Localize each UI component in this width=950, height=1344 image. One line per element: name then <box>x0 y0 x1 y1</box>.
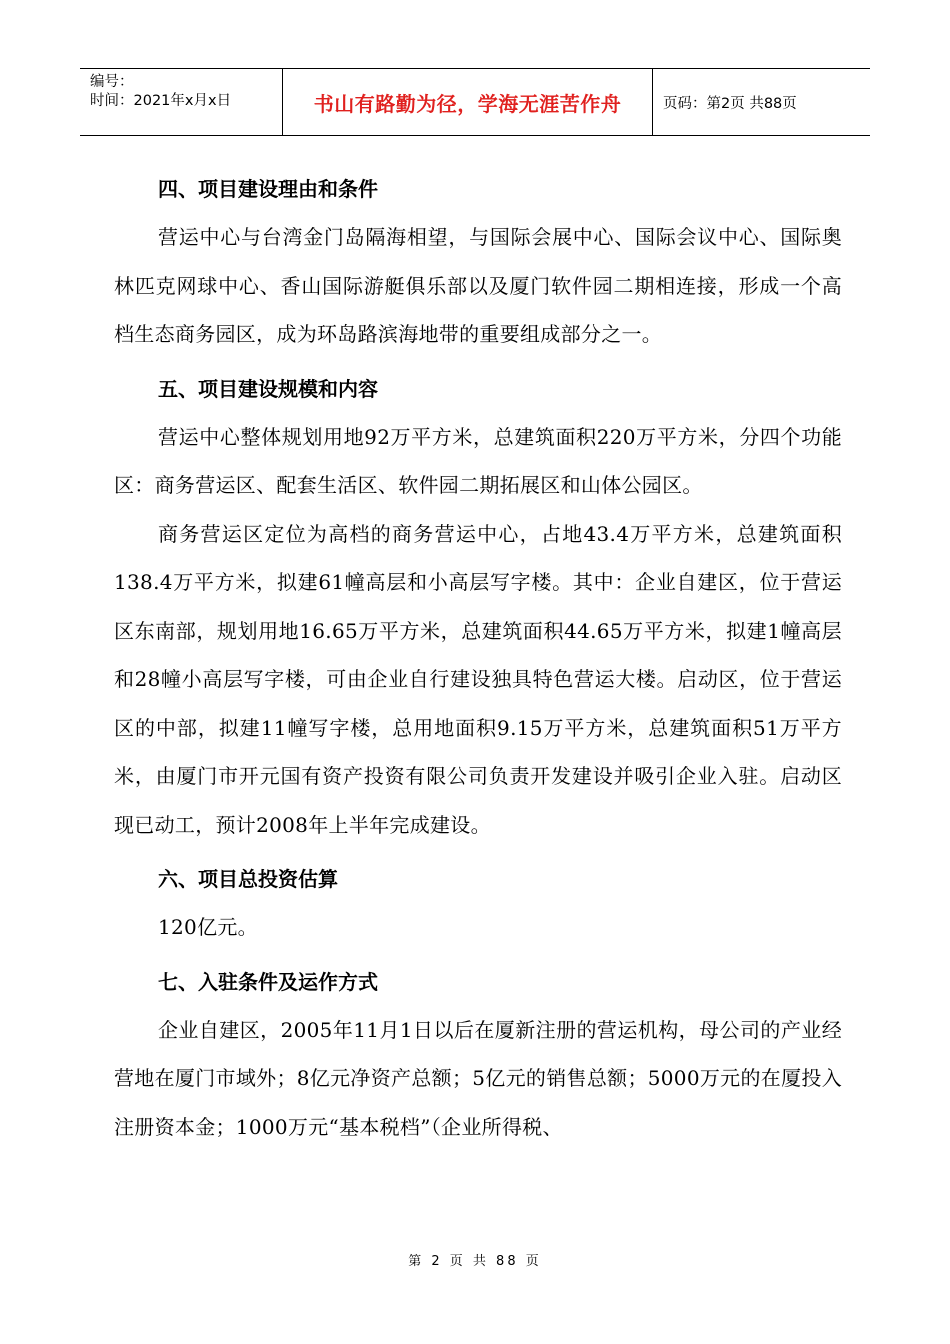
page-footer: 第 2 页 共 88 页 <box>408 1254 542 1269</box>
paragraph: 营运中心整体规划用地92万平方米，总建筑面积220万平方米，分四个功能区：商务营运区、配套生活区、软件园二期拓展区和山体公园区。 <box>114 424 842 497</box>
section-heading: 七、入驻条件及运作方式 <box>158 969 378 994</box>
document-number-label: 编号： <box>90 74 134 90</box>
section-heading: 五、项目建设规模和内容 <box>158 376 378 401</box>
header-meta <box>80 69 283 135</box>
section-heading: 六、项目总投资估算 <box>158 867 338 891</box>
header-page-info: 页码：第2页 共88页 <box>663 95 797 112</box>
document-header <box>80 68 870 136</box>
paragraph: 120亿元。 <box>158 915 258 939</box>
document-body <box>114 165 842 1151</box>
paragraph: 营运中心与台湾金门岛隔海相望，与国际会展中心、国际会议中心、国际奥林匹克网球中心、香山国际游艇俱乐部以及厦门软件园二期相连接，形成一个高档生态商务园区，成为环岛路滨海地带的重要组成部分之一。 <box>114 225 842 346</box>
header-motto: 书山有路勤为径，学海无涯苦作舟 <box>283 69 653 135</box>
paragraph: 企业自建区，2005年11月1日以后在厦新注册的营运机构，母公司的产业经营地在厦门市域外；8亿元净资产总额；5亿元的销售总额；5000万元的在厦投入注册资本金；1000万元“基本税档”（企业所得税、 <box>114 1017 842 1139</box>
paragraph: 商务营运区定位为高档的商务营运中心，占地43.4万平方米，总建筑面积138.4万平方米，拟建61幢高层和小高层写字楼。其中：企业自建区，位于营运区东南部，规划用地16.65万平方米，总建筑面积44.65万平方米，拟建1幢高层和28幢小高层写字楼，可由企业自行建设独具特色营运大楼。启动区，位于营运区的中部，拟建11幢写字楼，总用地面积9.15万平方米，总建筑面积51万平方米，由厦门市开元国有资产投资有限公司负责开发建设并吸引企业入驻。启动区现已动工，预计2008年上半年完成建设。 <box>114 521 842 837</box>
document-time: 时间：2021年x月x日 <box>90 93 232 109</box>
section-heading: 四、项目建设理由和条件 <box>158 177 378 201</box>
